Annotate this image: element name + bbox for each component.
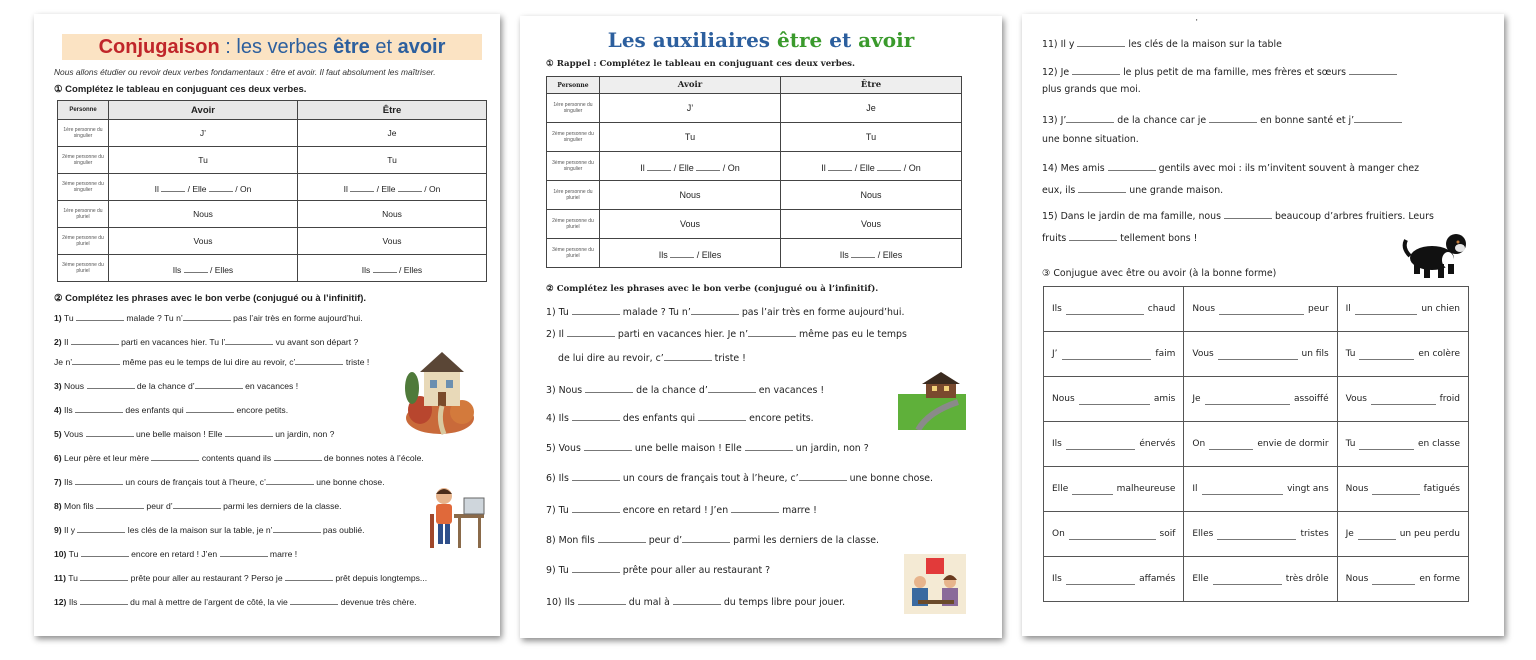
sentence-line[interactable]: 12) Je le plus petit de ma famille, mes frères et sœurs	[1042, 64, 1397, 78]
grid-cell[interactable]	[1184, 512, 1337, 557]
sentence-text: Leur père et leur mère contents quand ils de bonnes notes à l’école.	[64, 453, 424, 463]
etre-cell[interactable]: Tu	[781, 123, 962, 152]
grid-cell[interactable]	[1044, 332, 1184, 377]
top-mark: '	[1196, 18, 1198, 27]
grid-complement: vingt ans	[1287, 484, 1329, 494]
sentence-text: Il parti en vacances hier. Tu l’ vu avant son départ ?	[64, 337, 358, 347]
grid-complement: très drôle	[1285, 574, 1329, 584]
sentence-line[interactable]	[54, 450, 424, 463]
page2-title: Les auxiliaires être et avoir	[607, 28, 915, 52]
person-label: 3ème personne du pluriel	[547, 239, 600, 268]
answer-blank[interactable]	[1219, 304, 1304, 315]
sentence-text: Il y les clés de la maison sur la table, je n’ pas oublié.	[64, 525, 364, 535]
sentence-line[interactable]	[54, 310, 363, 323]
answer-blank[interactable]	[1072, 484, 1112, 495]
answer-blank[interactable]	[1066, 439, 1136, 450]
page1-conjugation-table	[57, 100, 487, 282]
sentence-line[interactable]: une bonne situation.	[1042, 134, 1139, 145]
etre-cell[interactable]: Ils / Elles	[298, 255, 487, 282]
grid-cell[interactable]	[1044, 467, 1184, 512]
sentence-text: Je n’ même pas eu le temps de lui dire au revoir, c’ triste !	[54, 357, 369, 367]
grid-subject: Il	[1345, 304, 1351, 314]
sentence-number: 8)	[54, 501, 62, 511]
sentence-text: Tu malade ? Tu n’ pas l’air très en forme aujourd’hui.	[64, 313, 363, 323]
grid-row	[1044, 287, 1469, 332]
grid-complement: en classe	[1418, 439, 1460, 449]
sentence-text: Ils des enfants qui encore petits.	[64, 405, 288, 415]
sentence-line[interactable]	[54, 570, 427, 583]
boy-computer-illustration	[426, 484, 492, 556]
grid-subject: Nous	[1192, 304, 1216, 314]
grid-cell[interactable]	[1044, 377, 1184, 422]
sentence-number: 7)	[54, 477, 62, 487]
sentence-text: Ils du mal à mettre de l’argent de côté, la vie devenue très chère.	[69, 597, 417, 607]
sentence-line[interactable]: 13) J’ de la chance car je en bonne santé et j’	[1042, 112, 1402, 126]
page2-question-1: ① Rappel : Complétez le tableau en conjuguant ces deux verbes.	[546, 59, 856, 69]
page1-title: Conjugaison : les verbes être et avoir	[62, 34, 482, 60]
grid-complement: soif	[1159, 529, 1176, 539]
grid-complement: un chien	[1421, 304, 1460, 314]
table-row	[547, 181, 962, 210]
sentence-line[interactable]	[54, 334, 358, 347]
grid-cell[interactable]	[1044, 557, 1184, 602]
grid-subject: J’	[1052, 349, 1058, 359]
sentence-line[interactable]	[54, 378, 298, 391]
avoir-cell[interactable]: Tu	[600, 123, 781, 152]
grid-complement: tristes	[1300, 529, 1329, 539]
answer-blank[interactable]	[1069, 529, 1156, 540]
sentence-line[interactable]: 6) Ils un cours de français tout à l’heure, c’ une bonne chose.	[546, 470, 933, 484]
grid-subject: Vous	[1345, 394, 1367, 404]
table-row	[58, 147, 487, 174]
grid-complement: assoiffé	[1294, 394, 1329, 404]
sentence-number: 9)	[54, 525, 62, 535]
grid-cell[interactable]	[1184, 557, 1337, 602]
table-row	[547, 239, 962, 268]
grid-cell[interactable]	[1184, 467, 1337, 512]
grid-complement: peur	[1307, 304, 1329, 314]
grid-complement: en colère	[1418, 349, 1460, 359]
answer-blank[interactable]	[1205, 394, 1290, 405]
avoir-cell[interactable]: Nous	[600, 181, 781, 210]
person-label: 1ère personne du pluriel	[547, 181, 600, 210]
grid-subject: Nous	[1345, 484, 1369, 494]
sentence-line[interactable]	[54, 522, 365, 535]
sentence-number: 6)	[54, 453, 62, 463]
grid-cell[interactable]	[1337, 512, 1468, 557]
sentence-text: Tu encore en retard ! J’en marre !	[69, 549, 297, 559]
sentence-line[interactable]: 7) Tu encore en retard ! J’en marre !	[546, 502, 817, 516]
answer-blank[interactable]	[1066, 304, 1144, 315]
grid-complement: chaud	[1147, 304, 1176, 314]
grid-cell[interactable]	[1337, 287, 1468, 332]
etre-cell[interactable]: Je	[298, 120, 487, 147]
sentence-line[interactable]: eux, ils une grande maison.	[1042, 182, 1223, 196]
sentence-number: 10)	[54, 549, 67, 559]
avoir-cell[interactable]: Nous	[109, 201, 298, 228]
sentence-line[interactable]: 15) Dans le jardin de ma famille, nous beaucoup d’arbres fruitiers. Leurs	[1042, 208, 1434, 222]
grid-complement: un peu perdu	[1399, 529, 1460, 539]
grid-complement: amis	[1153, 394, 1176, 404]
table-row	[547, 152, 962, 181]
page1-question-1: ① Complétez le tableau en conjuguant ces deux verbes.	[54, 84, 307, 95]
etre-cell[interactable]: Je	[781, 94, 962, 123]
grid-complement: froid	[1439, 394, 1460, 404]
avoir-cell[interactable]: Ils / Elles	[109, 255, 298, 282]
table-row	[58, 174, 487, 201]
sentence-line[interactable]	[54, 426, 334, 439]
avoir-cell[interactable]: J’	[600, 94, 781, 123]
person-label: 3ème personne du singulier	[547, 152, 600, 181]
person-label: 2ème personne du pluriel	[58, 228, 109, 255]
worksheet-page-2	[520, 16, 1002, 638]
grid-subject: On	[1052, 529, 1065, 539]
table-header-personne: Personne	[547, 77, 600, 94]
grid-subject: Il	[1192, 484, 1198, 494]
sentence-line[interactable]: 9) Tu prête pour aller au restaurant ?	[546, 562, 770, 576]
grid-row	[1044, 422, 1469, 467]
house-field-illustration	[898, 372, 966, 430]
grid-complement: en forme	[1419, 574, 1460, 584]
etre-cell[interactable]: Nous	[781, 181, 962, 210]
answer-blank[interactable]	[1355, 304, 1418, 315]
sentence-line[interactable]: 14) Mes amis gentils avec moi : ils m’invitent souvent à manger chez	[1042, 160, 1419, 174]
answer-blank[interactable]	[1371, 394, 1436, 405]
grid-subject: Vous	[1192, 349, 1214, 359]
grid-row	[1044, 512, 1469, 557]
table-header-etre: Être	[781, 77, 962, 94]
sentence-line[interactable]: fruits tellement bons !	[1042, 230, 1197, 244]
etre-cell[interactable]: Il / Elle / On	[781, 152, 962, 181]
grid-subject: Elle	[1052, 484, 1069, 494]
grid-subject: Elles	[1192, 529, 1214, 539]
worksheet-page-1	[34, 14, 500, 636]
house-garden-illustration	[404, 348, 476, 436]
sentence-number: 1)	[54, 313, 62, 323]
avoir-cell[interactable]: Vous	[109, 228, 298, 255]
grid-cell[interactable]	[1044, 422, 1184, 467]
table-header-personne: Personne	[58, 101, 109, 120]
person-label: 3ème personne du pluriel	[58, 255, 109, 282]
page3-question-3: ③ Conjugue avec être ou avoir (à la bonne forme)	[1042, 268, 1277, 279]
answer-blank[interactable]	[1358, 529, 1396, 540]
sentence-line[interactable]: 3) Nous de la chance d’ en vacances !	[546, 382, 824, 396]
table-row	[58, 255, 487, 282]
sentence-line[interactable]: 8) Mon fils peur d’ parmi les derniers de la classe.	[546, 532, 879, 546]
sentence-line[interactable]	[54, 594, 417, 607]
sentence-text: Ils un cours de français tout à l’heure, c’ une bonne chose.	[64, 477, 385, 487]
person-label: 2ème personne du singulier	[58, 147, 109, 174]
grid-cell[interactable]	[1044, 512, 1184, 557]
person-label: 1ère personne du singulier	[58, 120, 109, 147]
sentence-number: 2)	[54, 337, 62, 347]
grid-subject: Tu	[1345, 439, 1356, 449]
grid-row	[1044, 557, 1469, 602]
sentence-text: Mon fils peur d’ parmi les derniers de la classe.	[64, 501, 342, 511]
answer-blank[interactable]	[1062, 349, 1152, 360]
grid-row	[1044, 467, 1469, 512]
page3-exercise-grid	[1043, 286, 1469, 602]
etre-cell[interactable]: Ils / Elles	[781, 239, 962, 268]
grid-cell[interactable]	[1184, 287, 1337, 332]
avoir-cell[interactable]: Il / Elle / On	[109, 174, 298, 201]
sentence-line[interactable]: 4) Ils des enfants qui encore petits.	[546, 410, 814, 424]
person-label: 3ème personne du singulier	[58, 174, 109, 201]
answer-blank[interactable]	[1213, 574, 1282, 585]
person-label: 1ère personne du pluriel	[58, 201, 109, 228]
grid-subject: Ils	[1052, 439, 1062, 449]
sentence-line[interactable]	[54, 546, 297, 559]
sentence-number: 11)	[54, 573, 66, 583]
page2-question-2: ② Complétez les phrases avec le bon verbe (conjugué ou à l’infinitif).	[546, 284, 879, 294]
sentence-number: 12)	[54, 597, 67, 607]
answer-blank[interactable]	[1217, 529, 1296, 540]
sentence-line[interactable]: 5) Vous une belle maison ! Elle un jardin, non ?	[546, 440, 869, 454]
avoir-cell[interactable]: Tu	[109, 147, 298, 174]
avoir-cell[interactable]: J’	[109, 120, 298, 147]
grid-cell[interactable]	[1184, 422, 1337, 467]
sentence-text: Tu prête pour aller au restaurant ? Perso je prêt depuis longtemps...	[68, 573, 427, 583]
grid-subject: Elle	[1192, 574, 1209, 584]
sentence-line[interactable]	[54, 498, 342, 511]
grid-subject: Ils	[1052, 304, 1062, 314]
table-row	[547, 94, 962, 123]
answer-blank[interactable]	[1372, 574, 1415, 585]
table-row	[58, 120, 487, 147]
etre-cell[interactable]: Nous	[298, 201, 487, 228]
grid-cell[interactable]	[1184, 332, 1337, 377]
sentence-line[interactable]	[54, 402, 288, 415]
sentence-number: 4)	[54, 405, 62, 415]
etre-cell[interactable]: Vous	[298, 228, 487, 255]
sentence-text: Vous une belle maison ! Elle un jardin, non ?	[64, 429, 334, 439]
answer-blank[interactable]	[1202, 484, 1284, 495]
grid-subject: Je	[1192, 394, 1201, 404]
grid-cell[interactable]	[1337, 467, 1468, 512]
restaurant-illustration	[904, 554, 966, 614]
table-row	[547, 123, 962, 152]
sentence-line[interactable]: 11) Il y les clés de la maison sur la table	[1042, 36, 1282, 50]
page1-question-2: ② Complétez les phrases avec le bon verbe (conjugué ou à l’infinitif).	[54, 293, 367, 304]
sentence-number: 3)	[54, 381, 62, 391]
sentence-line[interactable]: 10) Ils du mal à du temps libre pour jouer.	[546, 594, 845, 608]
grid-subject: On	[1192, 439, 1206, 449]
grid-cell[interactable]	[1044, 287, 1184, 332]
grid-subject: Tu	[1345, 349, 1356, 359]
grid-row	[1044, 377, 1469, 422]
grid-complement: affamés	[1139, 574, 1176, 584]
grid-row	[1044, 332, 1469, 377]
avoir-cell[interactable]: Il / Elle / On	[600, 152, 781, 181]
person-label: 2ème personne du singulier	[547, 123, 600, 152]
dog-illustration	[1402, 224, 1470, 282]
sentence-line[interactable]: plus grands que moi.	[1042, 84, 1141, 95]
sentence-number: 5)	[54, 429, 62, 439]
table-header-avoir: Avoir	[109, 101, 298, 120]
worksheet-page-3	[1022, 14, 1504, 636]
sentence-line[interactable]: 1) Tu malade ? Tu n’ pas l’air très en forme aujourd’hui.	[546, 304, 904, 318]
sentence-line[interactable]: 2) Il parti en vacances hier. Je n’ même pas eu le temps	[546, 326, 907, 340]
grid-cell[interactable]	[1184, 377, 1337, 422]
etre-cell[interactable]: Il / Elle / On	[298, 174, 487, 201]
grid-cell[interactable]	[1337, 422, 1468, 467]
grid-complement: fatigués	[1423, 484, 1460, 494]
grid-complement: énervés	[1139, 439, 1176, 449]
grid-subject: Je	[1345, 529, 1354, 539]
answer-blank[interactable]	[1359, 349, 1414, 360]
table-header-avoir: Avoir	[600, 77, 781, 94]
grid-complement: malheureuse	[1116, 484, 1176, 494]
person-label: 1ère personne du singulier	[547, 94, 600, 123]
page2-conjugation-table	[546, 76, 962, 268]
sentence-text: Nous de la chance d’ en vacances !	[64, 381, 298, 391]
grid-cell[interactable]	[1337, 377, 1468, 422]
answer-blank[interactable]	[1066, 574, 1135, 585]
sentence-line[interactable]	[54, 354, 369, 367]
avoir-cell[interactable]: Vous	[600, 210, 781, 239]
answer-blank[interactable]	[1359, 439, 1414, 450]
answer-blank[interactable]	[1218, 349, 1298, 360]
table-row	[58, 228, 487, 255]
grid-complement: envie de dormir	[1257, 439, 1329, 449]
answer-blank[interactable]	[1209, 439, 1253, 450]
grid-cell[interactable]	[1337, 557, 1468, 602]
grid-complement: faim	[1155, 349, 1176, 359]
person-label: 2ème personne du pluriel	[547, 210, 600, 239]
table-row	[58, 201, 487, 228]
answer-blank[interactable]	[1079, 394, 1150, 405]
answer-blank[interactable]	[1372, 484, 1419, 495]
table-row	[547, 210, 962, 239]
grid-subject: Ils	[1052, 574, 1062, 584]
etre-cell[interactable]: Tu	[298, 147, 487, 174]
table-header-etre: Être	[298, 101, 487, 120]
grid-complement: un fils	[1301, 349, 1329, 359]
etre-cell[interactable]: Vous	[781, 210, 962, 239]
sentence-line[interactable]: de lui dire au revoir, c’ triste !	[558, 350, 746, 364]
grid-subject: Nous	[1052, 394, 1075, 404]
avoir-cell[interactable]: Ils / Elles	[600, 239, 781, 268]
page1-intro: Nous allons étudier ou revoir deux verbes fondamentaux : être et avoir. Il faut absolument les maîtriser.	[54, 67, 436, 77]
sentence-line[interactable]	[54, 474, 385, 487]
grid-subject: Nous	[1345, 574, 1369, 584]
grid-cell[interactable]	[1337, 332, 1468, 377]
